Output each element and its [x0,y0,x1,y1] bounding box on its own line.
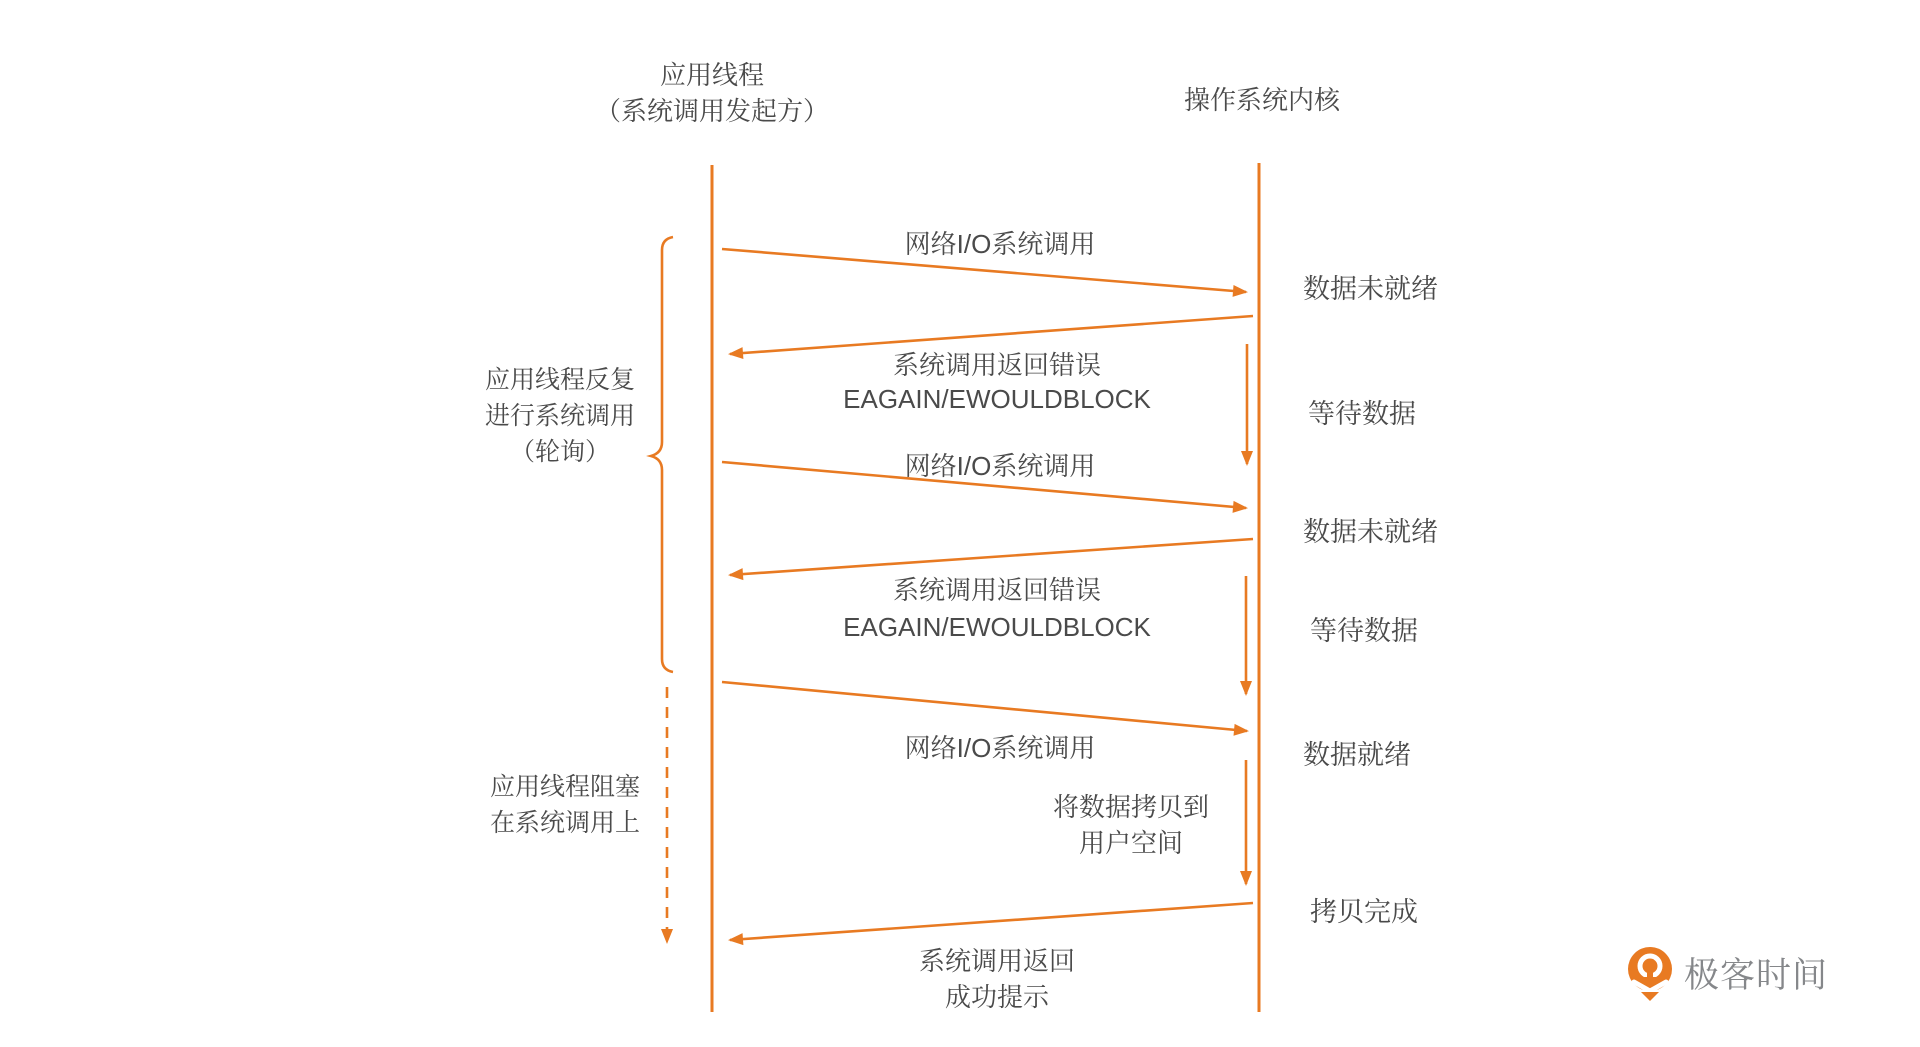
app-thread-header-line1: 应用线程 [659,60,765,90]
syscall-arrow-3 [722,682,1247,731]
data-ready-label: 数据就绪 [1303,740,1411,770]
syscall-label-3: 网络I/O系统调用 [904,733,1096,763]
copy-data-label [1053,789,1209,861]
copy-data-label-line2: 用户空间 [1078,828,1184,858]
polling-annotation [485,362,635,470]
success-return-label [919,943,1075,1015]
polling-annotation-line2: 进行系统调用 [484,402,636,430]
success-return-label-line2: 成功提示 [944,982,1050,1012]
wait-data-label-1: 等待数据 [1308,399,1416,429]
error-return-label-2 [843,572,1151,646]
error-return-arrow-2 [730,539,1253,575]
app-thread-header [595,57,829,129]
kernel-header: 操作系统内核 [1183,85,1341,115]
copy-complete-label: 拷贝完成 [1310,897,1418,927]
error-return-label-2-line2: EAGAIN/EWOULDBLOCK [843,612,1151,642]
blocking-annotation-line2: 在系统调用上 [489,809,641,837]
blocking-annotation-line1: 应用线程阻塞 [489,773,641,801]
app-thread-header-line2: （系统调用发起方） [594,96,830,126]
copy-data-label-line1: 将数据拷贝到 [1052,792,1210,822]
geektime-logo-icon [1628,947,1672,1001]
success-return-label-line1: 系统调用返回 [918,946,1076,976]
geektime-logo-text: 极客时间 [1684,956,1829,995]
error-return-label-1-line2: EAGAIN/EWOULDBLOCK [843,384,1151,414]
error-return-label-2-line1: 系统调用返回错误 [892,575,1102,605]
data-not-ready-label-2: 数据未就绪 [1303,517,1438,547]
polling-annotation-line3: （轮询） [509,438,611,466]
polling-annotation-line1: 应用线程反复 [484,366,636,394]
syscall-label-1: 网络I/O系统调用 [904,229,1096,259]
polling-brace [651,237,673,672]
data-not-ready-label-1: 数据未就绪 [1303,274,1438,304]
syscall-label-2: 网络I/O系统调用 [904,451,1096,481]
error-return-label-1-line1: 系统调用返回错误 [892,350,1102,380]
error-return-label-1 [843,348,1151,416]
wait-data-label-2: 等待数据 [1310,616,1418,646]
success-return-arrow [730,903,1253,940]
blocking-annotation [490,769,640,841]
